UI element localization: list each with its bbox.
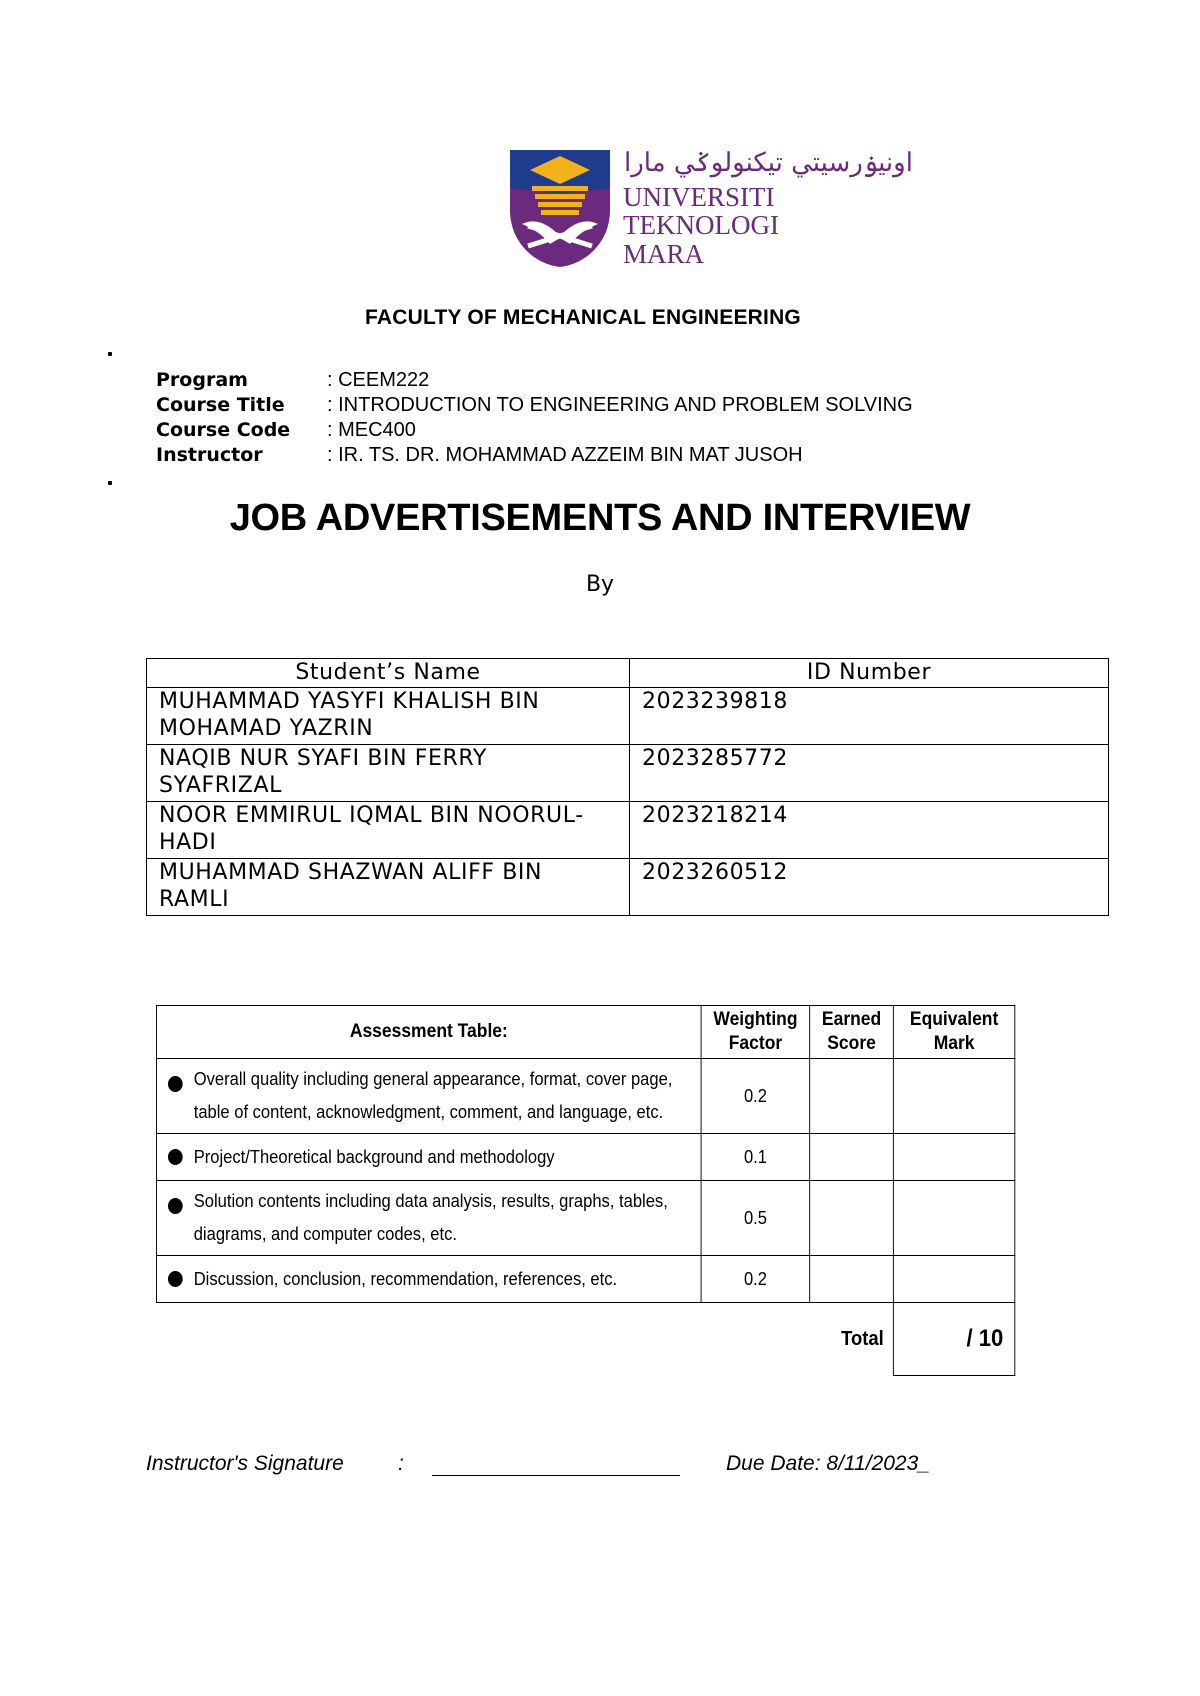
- report-title: JOB ADVERTISEMENTS AND INTERVIEW: [229, 497, 971, 539]
- instructor-signature-label: Instructor's Signature: [146, 1452, 344, 1475]
- table-row: [156, 1134, 1014, 1181]
- student-name-header: Student’s Name: [147, 659, 630, 688]
- criterion-cell: [156, 1134, 701, 1181]
- table-row: [156, 1181, 1014, 1256]
- total-label: Total: [841, 1327, 884, 1350]
- equivalent-mark-cell[interactable]: [893, 1256, 1014, 1303]
- equivalent-mark-cell[interactable]: [893, 1134, 1014, 1181]
- earned-score-cell[interactable]: [810, 1059, 894, 1134]
- student-name: NAQIB NUR SYAFI BIN FERRY SYAFRIZAL: [147, 745, 630, 802]
- weighting-value: 0.2: [701, 1059, 810, 1134]
- assessment-table-header: Assessment Table:: [156, 1006, 701, 1059]
- id-number-header: ID Number: [630, 659, 1109, 688]
- criterion-cell: [156, 1059, 701, 1134]
- faculty-heading: FACULTY OF MECHANICAL ENGINEERING: [365, 306, 801, 329]
- students-header-row: [147, 659, 1109, 688]
- total-row: [156, 1303, 1014, 1376]
- criterion-cell: [156, 1256, 701, 1303]
- assessment-header-row: [156, 1006, 1014, 1059]
- table-row: [147, 745, 1109, 802]
- students-table: [146, 658, 1109, 916]
- logo-word-mara: MARA: [623, 239, 705, 269]
- instructor-value: : IR. TS. DR. MOHAMMAD AZZEIM BIN MAT JUSOH: [327, 444, 803, 466]
- criterion-text: Project/Theoretical background and methodology: [193, 1146, 555, 1167]
- program-value: : CEEM222: [327, 369, 430, 391]
- weighting-value: 0.5: [701, 1181, 810, 1256]
- course-code-label: Course Code: [156, 419, 291, 441]
- earned-score-cell[interactable]: [810, 1181, 894, 1256]
- uitm-logo: [508, 148, 913, 269]
- weighting-value: 0.1: [701, 1134, 810, 1181]
- signature-line[interactable]: [432, 1475, 680, 1476]
- bullet-icon: [168, 1076, 183, 1092]
- assessment-table: [156, 1005, 1015, 1376]
- table-row: [147, 688, 1109, 745]
- student-name: MUHAMMAD YASYFI KHALISH BIN MOHAMAD YAZRIN: [147, 688, 630, 745]
- student-name: MUHAMMAD SHAZWAN ALIFF BIN RAMLI: [147, 859, 630, 916]
- due-date: Due Date: 8/11/2023_: [726, 1452, 930, 1475]
- bullet-icon: [168, 1149, 183, 1165]
- bullet-icon: [168, 1271, 183, 1287]
- table-row: [156, 1256, 1014, 1303]
- table-row: [147, 802, 1109, 859]
- table-row: [156, 1059, 1014, 1134]
- earned-score-cell[interactable]: [810, 1256, 894, 1303]
- earned-score-header: Earned Score: [810, 1006, 894, 1059]
- equivalent-mark-cell[interactable]: [893, 1181, 1014, 1256]
- table-row: [147, 859, 1109, 916]
- instructor-label: Instructor: [156, 444, 263, 466]
- total-value[interactable]: / 10: [893, 1303, 1014, 1376]
- student-id: 2023239818: [630, 688, 1109, 745]
- bullet-mark: [108, 481, 112, 485]
- student-id: 2023285772: [630, 745, 1109, 802]
- course-code-value: : MEC400: [327, 419, 416, 441]
- criterion-text: Discussion, conclusion, recommendation, references, etc.: [193, 1268, 618, 1289]
- student-id: 2023260512: [630, 859, 1109, 916]
- criterion-cell: [156, 1181, 701, 1256]
- bullet-mark: [108, 352, 112, 356]
- student-name: NOOR EMMIRUL IQMAL BIN NOORUL-HADI: [147, 802, 630, 859]
- uitm-crest-icon: [508, 148, 612, 268]
- equivalent-mark-header: Equivalent Mark: [893, 1006, 1014, 1059]
- course-title-value: : INTRODUCTION TO ENGINEERING AND PROBLEM SOLVING: [327, 394, 913, 416]
- student-id: 2023218214: [630, 802, 1109, 859]
- program-label: Program: [156, 369, 248, 391]
- logo-jawi-text: اونيۏرسيتي تيکنولوݢي مارا: [624, 148, 913, 178]
- criterion-text: Overall quality including general appearance, format, cover page, table of content, acknowledgment, comment, and language, etc.: [193, 1069, 673, 1122]
- weighting-value: 0.2: [701, 1256, 810, 1303]
- bullet-icon: [168, 1198, 183, 1214]
- logo-word-teknologi: TEKNOLOGI: [623, 210, 779, 240]
- earned-score-cell[interactable]: [810, 1134, 894, 1181]
- signature-colon: :: [398, 1452, 404, 1475]
- weighting-factor-header: Weighting Factor: [701, 1006, 810, 1059]
- criterion-text: Solution contents including data analysis, results, graphs, tables, diagrams, and computer codes, etc.: [193, 1191, 668, 1244]
- equivalent-mark-cell[interactable]: [893, 1059, 1014, 1134]
- course-title-label: Course Title: [156, 394, 285, 416]
- logo-word-universiti: UNIVERSITI: [623, 182, 775, 212]
- by-label: By: [585, 572, 615, 597]
